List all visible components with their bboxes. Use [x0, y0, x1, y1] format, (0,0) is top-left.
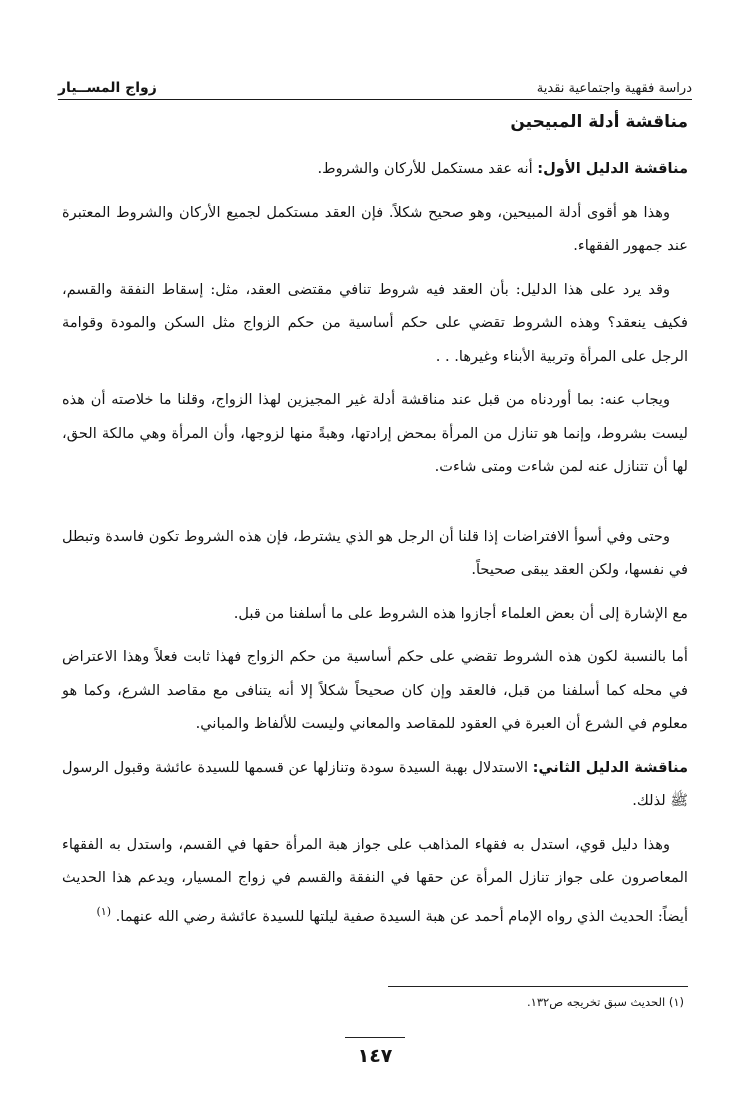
footnote: (١) الحديث سبق تخريجه ص١٣٢. [527, 995, 684, 1009]
paragraph-text: الاستدلال بهبة السيدة سودة وتنازلها عن قسمها للسيدة عائشة وقبول الرسول ﷺ لذلك. [62, 758, 688, 809]
paragraph-text: أنه عقد مستكمل للأركان والشروط. [317, 160, 538, 177]
footnote-divider [388, 986, 688, 987]
paragraph [62, 751, 688, 818]
footnote-reference: (١) [96, 904, 112, 918]
paragraph [62, 597, 688, 631]
paragraph-text: وحتى وفي أسوأ الافتراضات إذا قلنا أن الرجل هو الذي يشترط، فإن هذه الشروط تكون فاسدة وتبطل في نفسها، ولكن العقد يبقى صحيحاً. [62, 527, 688, 578]
paragraph [62, 828, 688, 933]
paragraph-text: أما بالنسبة لكون هذه الشروط تقضي على حكم أساسية من حكم الزواج فهذا ثابت فعلاً وهذا الاعتراض في محله كما أسلفنا من قبل، فالعقد وإن كان صحيحاً شكلاً إلا أنه يتنافى مع مقاصد الشرع، وكما هو معلوم في الشرع أن العبرة في العقود للمقاصد والمعاني وليست للألفاظ والمباني. [62, 648, 688, 732]
paragraph [62, 196, 688, 263]
running-header [58, 72, 692, 100]
paragraph [62, 152, 688, 186]
page-number: ١٤٧ [357, 1045, 393, 1067]
paragraph-text: مع الإشارة إلى أن بعض العلماء أجازوا هذه الشروط على ما أسلفنا من قبل. [233, 604, 688, 622]
body-text [62, 152, 688, 943]
section-title: مناقشة أدلة المبيحين [510, 112, 688, 132]
paragraph-text: وهذا دليل قوي، استدل به فقهاء المذاهب على جواز هبة المرأة حقها في القسم، واستدل به الفقهاء المعاصرون على جواز تنازل المرأة عن حقها في النفقة والقسم في زواج المسيار، ويدعم هذا الحديث أيضاً: الحديث الذي رواه الإمام أحمد عن هبة السيدة صفية ليلتها للسيدة عائشة رضي الله عنهما. [62, 835, 688, 925]
paragraph-text: وهذا هو أقوى أدلة المبيحين، وهو صحيح شكلاً. فإن العقد مستكمل لجميع الأركان والشروط المعتبرة عند جمهور الفقهاء. [62, 203, 688, 254]
header-subtitle: دراسة فقهية واجتماعية نقدية [536, 81, 692, 96]
paragraph [62, 640, 688, 741]
page-number-divider [345, 1037, 405, 1038]
paragraph-text: ويجاب عنه: بما أوردناه من قبل عند مناقشة أدلة غير المجيزين لهذا الزواج، وقلنا ما خلاصته أن هذه ليست بشروط، وإنما هو تنازل من المرأة بمحض إرادتها، وهبةً منها لزوجها، وأن المرأة وهي مالكة الحق، لها أن تتنازل عنه لمن شاءت ومتى شاءت. [62, 391, 688, 475]
paragraph [62, 520, 688, 587]
paragraph [62, 273, 688, 374]
header-book-title: زواج المســيار [58, 80, 157, 96]
paragraph-text: وقد يرد على هذا الدليل: بأن العقد فيه شروط تنافي مقتضى العقد، مثل: إسقاط النفقة والقسم، فكيف ينعقد؟ وهذه الشروط تقضي على حكم أساسية من حكم الزواج مثل السكن والمودة وقوامة الرجل على المرأة وتربية الأبناء وغيرها. . . [62, 280, 688, 365]
paragraph-lead: مناقشة الدليل الثاني: [532, 758, 688, 776]
paragraph [62, 383, 688, 484]
paragraph-lead: مناقشة الدليل الأول: [537, 160, 688, 177]
